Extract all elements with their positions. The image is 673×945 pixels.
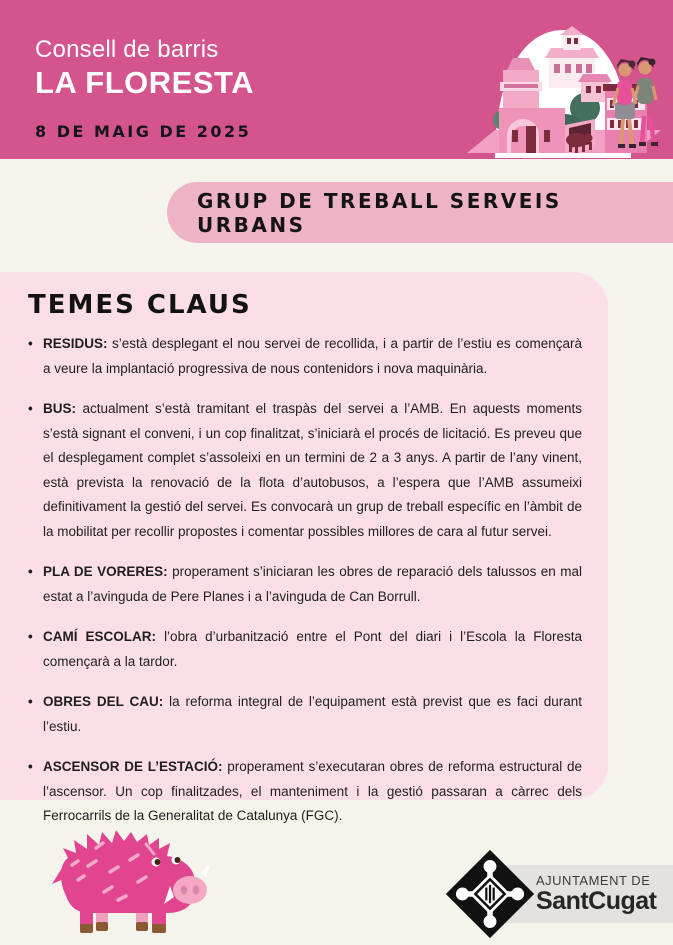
topic-text: actualment s’està tramitant el traspàs del servei a l’AMB. En aquests moments s’està signant el conveni, i un cop finalitzat, s’iniciarà el procés de licitació. Es preveu que el desplegament complet s’assoleixi en un termini de 2 a 3 anys. A partir de l’any vinent, està prevista la renovació de la flota d’autobusos, a l’espera que l’AMB assumeixi definitivament la gestió del servei. Es convocarà un grup de treball específic en l’àmbit de la mobilitat per recollir propostes i comentar possibles millores de cara al futur servei. xyxy=(43,401,582,539)
workgroup-banner xyxy=(167,182,673,243)
topic-label: OBRES DEL CAU: xyxy=(43,694,164,709)
topic-label: CAMÍ ESCOLAR: xyxy=(43,629,157,644)
topic-text: l’obra d’urbanització entre el Pont del diari i l’Escola la Floresta començarà a la tardor. xyxy=(43,629,582,669)
topic-label: RESIDUS: xyxy=(43,336,108,351)
logo-text-bottom: SantCugat xyxy=(536,887,657,915)
village-illustration-icon xyxy=(465,22,665,158)
santcugat-emblem-icon xyxy=(444,848,536,940)
bullet-icon: • xyxy=(28,629,33,644)
topic-label: BUS: xyxy=(43,401,76,416)
workgroup-banner-label: GRUP DE TREBALL SERVEIS URBANS xyxy=(197,188,562,237)
topic-item-residus xyxy=(28,332,582,381)
topic-label: ASCENSOR DE L’ESTACIÓ: xyxy=(43,759,223,774)
boar-illustration-icon xyxy=(50,810,222,942)
topic-item-bus xyxy=(28,397,582,544)
bullet-icon: • xyxy=(28,759,33,774)
bullet-icon: • xyxy=(28,564,33,579)
topic-item-obres-del-cau xyxy=(28,690,582,739)
topic-text: la reforma integral de l’equipament està previst que es faci durant l’estiu. xyxy=(43,694,582,734)
topic-text: s’està desplegant el nou servei de recollida, i a partir de l’estiu es començarà a veure la implantació progressiva de nous contenidors i nova maquinària. xyxy=(43,336,582,376)
santcugat-logo xyxy=(536,874,657,914)
topic-item-pla-de-voreres xyxy=(28,560,582,609)
section-heading: TEMES CLAUS xyxy=(28,290,252,320)
key-topics-card xyxy=(0,272,608,823)
topic-item-cami-escolar xyxy=(28,625,582,674)
bullet-icon: • xyxy=(28,694,33,709)
topic-list xyxy=(28,332,582,829)
header xyxy=(0,0,673,159)
topic-text: properament s’iniciaran les obres de reparació dels talussos en mal estat a l’avinguda de Pere Planes i a l’avinguda de Can Borrull. xyxy=(43,564,582,604)
logo-text-top: AJUNTAMENT DE xyxy=(536,873,651,888)
page-title: LA FLORESTA xyxy=(35,65,255,100)
date-text: 8 DE MAIG DE 2025 xyxy=(35,122,252,141)
bullet-icon: • xyxy=(28,401,33,416)
bullet-icon: • xyxy=(28,336,33,351)
topic-label: PLA DE VORERES: xyxy=(43,564,168,579)
header-kicker: Consell de barris xyxy=(35,36,219,63)
topic-text: properament s’executaran obres de reforma estructural de l’ascensor. Un cop finalitzades, el manteniment i la gestió passaran a càrrec dels Ferrocarrils de la Generalitat de Catalunya (FGC). xyxy=(43,759,582,823)
